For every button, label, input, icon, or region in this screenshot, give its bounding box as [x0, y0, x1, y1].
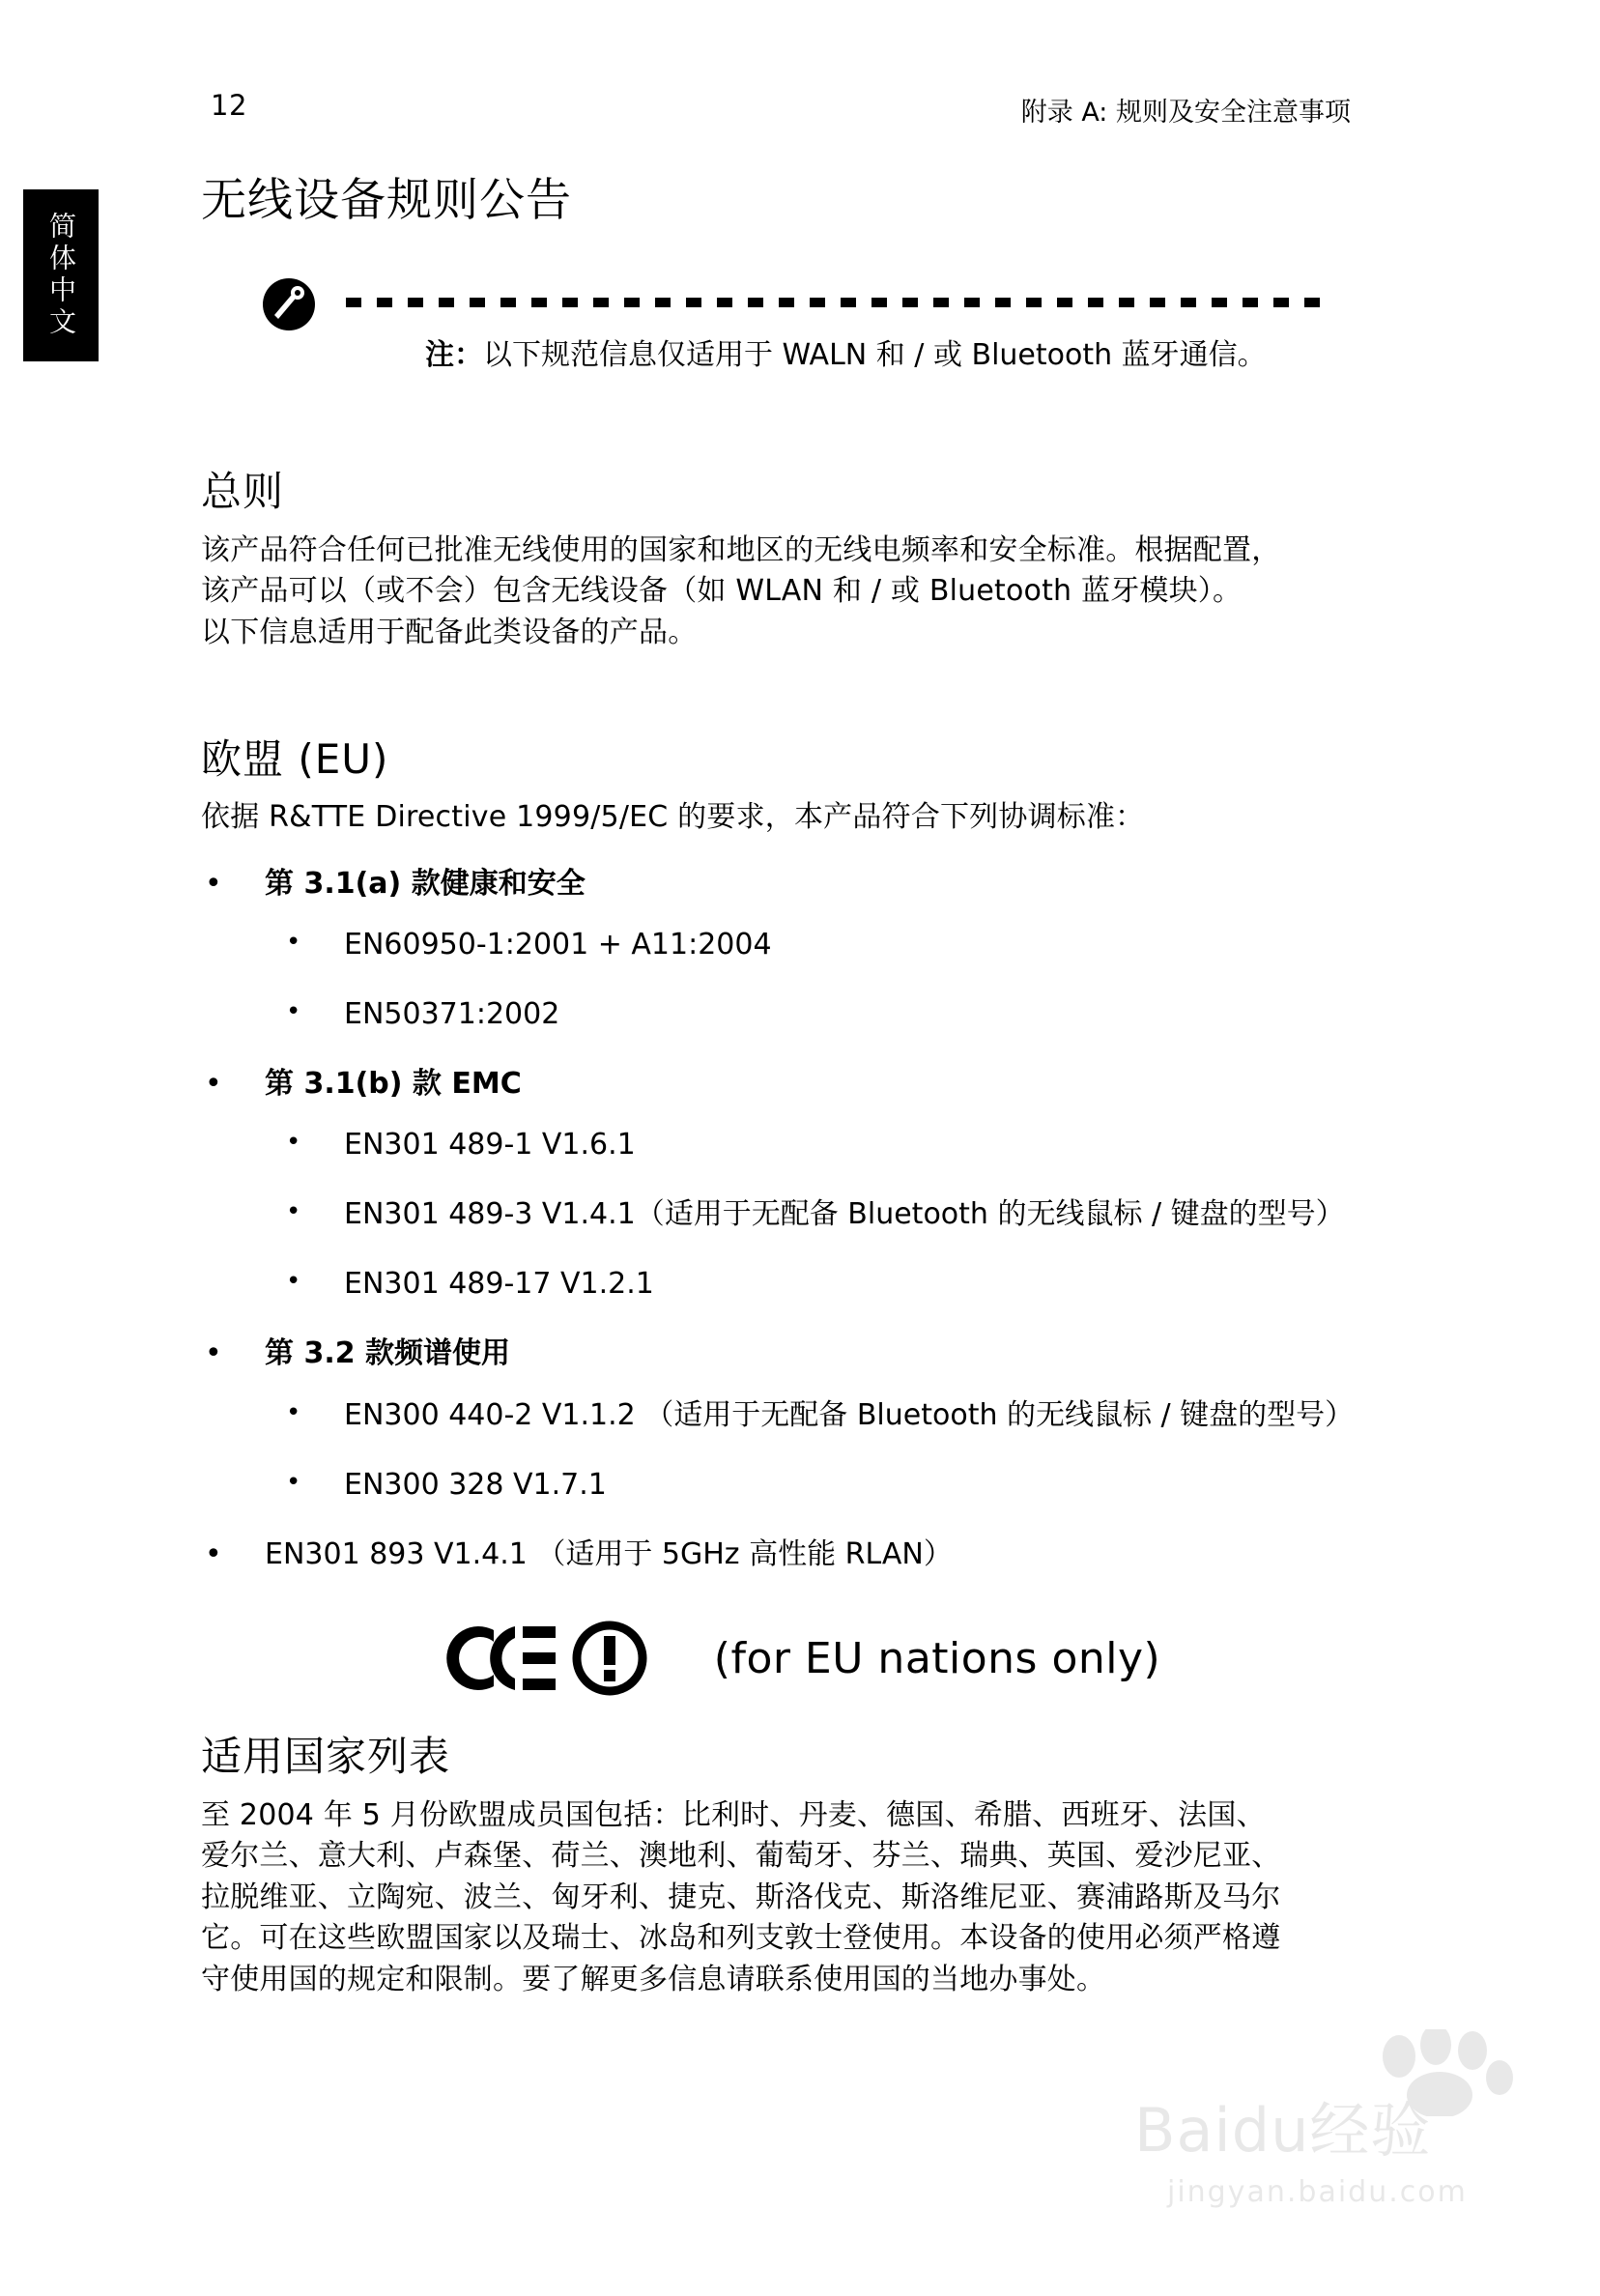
list-item	[265, 1395, 1370, 1436]
list-item	[265, 994, 1370, 1035]
list-item-label: 第 3.1(a) 款健康和安全	[265, 866, 586, 901]
paw-icon	[1370, 2029, 1515, 2120]
side-tab-language	[23, 189, 99, 361]
document-content	[201, 174, 1370, 2000]
bullet-icon: •	[286, 996, 301, 1026]
note-block	[261, 271, 1370, 394]
list-item	[201, 864, 1370, 1035]
list-item-label: EN301 489-3 V1.4.1（适用于无配备 Bluetooth 的无线鼠标 / 键盘的型号）	[344, 1197, 1345, 1232]
countries-line-4: 它。可在这些欧盟国家以及瑞士、冰岛和列支敦士登使用。本设备的使用必须严格遵	[201, 1921, 1281, 1956]
bullet-icon: •	[286, 1267, 301, 1297]
section-eu	[201, 735, 1370, 1699]
countries-line-3: 拉脱维亚、立陶宛、波兰、匈牙利、捷克、斯洛伐克、斯洛维尼亚、赛浦路斯及马尔	[201, 1880, 1281, 1914]
countries-line-1: 至 2004 年 5 月份欧盟成员国包括：比利时、丹麦、德国、希腊、西班牙、法国、	[201, 1797, 1266, 1832]
side-tab-label: 简体中文	[45, 212, 77, 339]
countries-line-2: 爱尔兰、意大利、卢森堡、荷兰、澳地利、葡萄牙、芬兰、瑞典、英国、爱沙尼亚、	[201, 1839, 1281, 1874]
eu-standards-list	[201, 864, 1370, 1575]
note-body: 以下规范信息仅适用于 WALN 和 / 或 Bluetooth 蓝牙通信。	[483, 338, 1267, 373]
bullet-icon: •	[205, 866, 222, 901]
list-item	[265, 1264, 1370, 1305]
list-item-label: EN300 328 V1.7.1	[344, 1467, 607, 1502]
countries-line-5: 守使用国的规定和限制。要了解更多信息请联系使用国的当地办事处。	[201, 1962, 1106, 1996]
list-item-label: EN60950-1:2001 + A11:2004	[344, 927, 772, 961]
watermark	[1134, 2029, 1540, 2223]
note-text	[425, 330, 1267, 373]
heading-wireless-notice: 无线设备规则公告	[201, 174, 572, 227]
list-item-label: EN300 440-2 V1.1.2 （适用于无配备 Bluetooth 的无线鼠标 / 键盘的型号）	[344, 1397, 1355, 1432]
bullet-icon: •	[205, 1336, 222, 1371]
watermark-sub-text: jingyan.baidu.com	[1167, 2175, 1468, 2209]
list-item	[201, 1064, 1370, 1305]
list-item-label: EN50371:2002	[344, 996, 560, 1031]
ce-mark-row	[201, 1619, 1370, 1698]
list-item-label: 第 3.2 款频谱使用	[265, 1336, 511, 1371]
page-number: 12	[211, 89, 247, 122]
section-countries	[201, 1733, 1370, 2000]
heading-general: 总则	[201, 468, 285, 516]
list-item	[201, 1535, 1370, 1574]
sub-list	[265, 1395, 1370, 1506]
list-item-label: 第 3.1(b) 款 EMC	[265, 1066, 522, 1101]
general-line-2: 该产品可以（或不会）包含无线设备（如 WLAN 和 / 或 Bluetooth 蓝牙模块）。	[201, 574, 1243, 609]
list-item-label: EN301 489-17 V1.2.1	[344, 1267, 654, 1302]
list-item	[265, 1465, 1370, 1506]
heading-eu: 欧盟 (EU)	[201, 734, 389, 783]
bullet-icon: •	[205, 1066, 222, 1101]
list-item	[265, 1194, 1370, 1235]
heading-countries: 适用国家列表	[201, 1733, 451, 1781]
list-item	[265, 1125, 1370, 1165]
general-paragraph	[201, 531, 1370, 654]
general-line-3: 以下信息适用于配备此类设备的产品。	[201, 615, 698, 649]
bullet-icon: •	[286, 1197, 301, 1227]
page-header	[0, 89, 1600, 128]
general-line-1: 该产品符合任何已批准无线使用的国家和地区的无线电频率和安全标准。根据配置，	[201, 532, 1281, 567]
ce-mark-text: (for EU nations only)	[713, 1633, 1161, 1683]
bullet-icon: •	[286, 1467, 301, 1497]
header-title: 附录 A: 规则及安全注意事项	[1020, 98, 1351, 128]
dotted-divider	[346, 298, 1333, 307]
list-item	[201, 1334, 1370, 1505]
bullet-icon: •	[286, 1397, 301, 1427]
ce-mark-icon	[440, 1619, 700, 1698]
watermark-main-text: Baidu经验	[1134, 2095, 1432, 2166]
bullet-icon: •	[286, 1128, 301, 1158]
bullet-icon: •	[286, 927, 301, 957]
sub-list	[265, 925, 1370, 1035]
list-item-label: EN301 893 V1.4.1 （适用于 5GHz 高性能 RLAN）	[265, 1536, 953, 1571]
eu-intro: 依据 R&TTE Directive 1999/5/EC 的要求，本产品符合下列协调标准：	[201, 799, 1145, 834]
note-label: 注：	[425, 338, 483, 373]
note-icon	[261, 276, 317, 332]
section-general	[201, 468, 1370, 653]
countries-paragraph	[201, 1795, 1370, 2001]
list-item-label: EN301 489-1 V1.6.1	[344, 1128, 636, 1162]
list-item	[265, 925, 1370, 965]
sub-list	[265, 1125, 1370, 1305]
bullet-icon: •	[205, 1536, 222, 1571]
